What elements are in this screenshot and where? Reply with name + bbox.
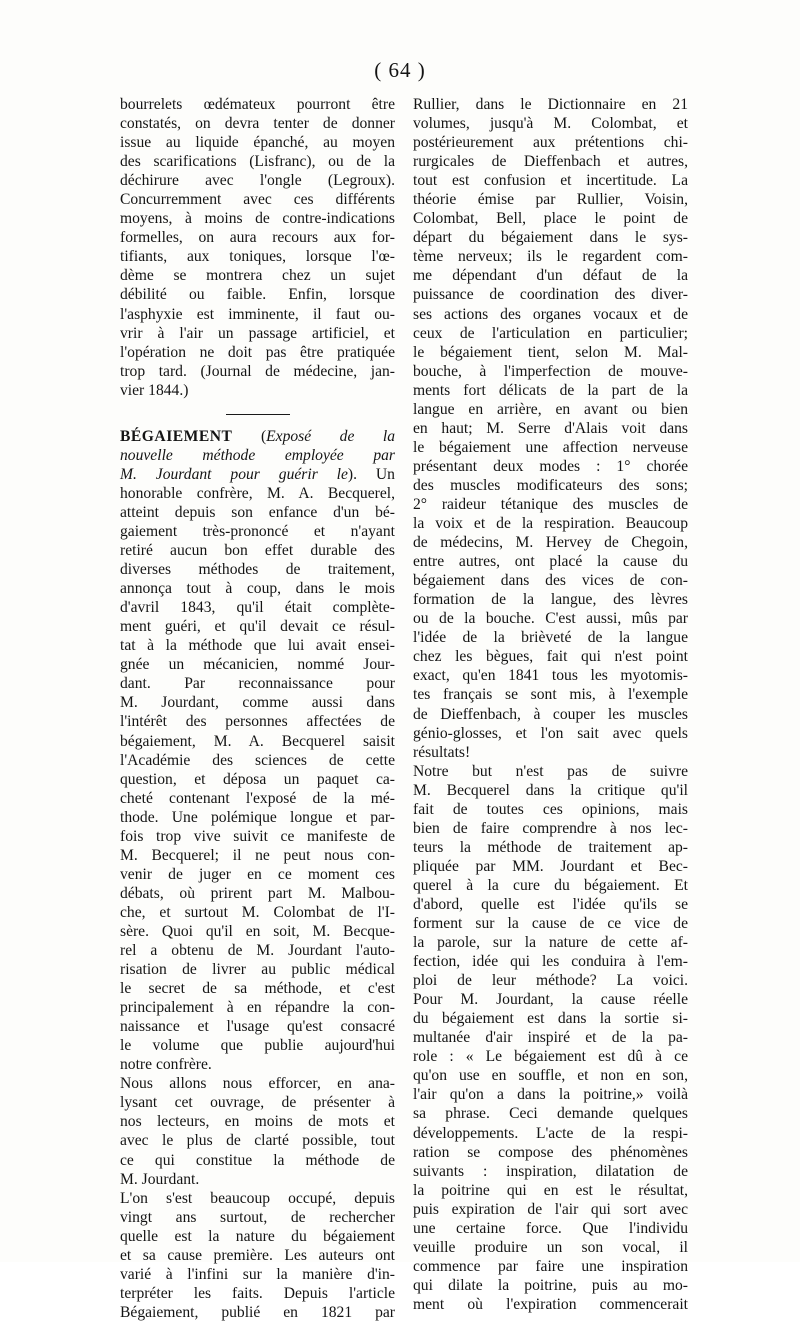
- text-line: notre confrère.: [120, 1056, 212, 1074]
- text-line: naissance et l'usage qu'est consacré: [120, 1018, 395, 1036]
- text-line: puissance de coordination des diver-: [413, 286, 688, 304]
- text-line: de médecins, M. Hervey de Chegoin,: [413, 534, 688, 552]
- text-line: fois trop vive suivit ce manifeste de: [120, 827, 395, 845]
- text-line: risation de livrer au public médical: [120, 961, 395, 979]
- paragraph-block-begaiement: [120, 484, 395, 1322]
- text-line: rel a obtenu de M. Jourdant l'auto-: [120, 942, 395, 960]
- text-line: bégaiement dans des vices de con-: [413, 572, 688, 590]
- text-line: che, et surtout M. Colombat de l'I-: [120, 903, 395, 921]
- text-line: Rullier, dans le Dictionnaire en 21: [413, 96, 688, 113]
- text-line: formelles, on aura recours aux for-: [120, 229, 395, 247]
- text-line: tifiants, aux toniques, lorsque l'œ-: [120, 248, 395, 266]
- text-line: le volume que publie aujourd'hui: [120, 1037, 395, 1055]
- heading-italic: M. Jourdant pour guérir le: [120, 465, 348, 483]
- text-line: chez les bègues, fait qui n'est point: [413, 648, 688, 666]
- text-line: annonça tout à coup, dans le mois: [120, 580, 395, 598]
- right-column: [413, 95, 688, 1314]
- text-line: théorie émise par Rullier, Voisin,: [413, 191, 688, 209]
- text-line: le secret de sa méthode, et c'est: [120, 980, 395, 998]
- text-line: vrir à l'air un passage artificiel, et: [120, 324, 395, 342]
- text-line: avec le plus de clarté possible, tout: [120, 1132, 395, 1150]
- text-line: constatés, on devra tenter de donner: [120, 115, 395, 133]
- text-line: des scarifications (Lisfranc), ou de la: [120, 153, 395, 171]
- heading-line: nouvelle méthode employée par: [120, 446, 395, 464]
- text-line: de Dieffenbach, à couper les muscles: [413, 705, 688, 723]
- text-line: tat à la méthode que lui avait ensei-: [120, 637, 395, 655]
- text-line: suivants : inspiration, dilatation de: [413, 1162, 688, 1180]
- text-line: l'opération ne doit pas être pratiquée: [120, 343, 395, 361]
- text-line: diverses méthodes de traitement,: [120, 561, 395, 579]
- section-divider: [226, 414, 290, 415]
- heading-smallcaps: BÉGAIEMENT: [120, 427, 233, 445]
- text-line: 2° raideur tétanique des muscles de: [413, 495, 688, 513]
- text-line: formation de la langue, des lèvres: [413, 591, 688, 609]
- text-line: en haut; M. Serre d'Alais voit dans: [413, 419, 688, 437]
- text-line: me dépendant d'un défaut de la: [413, 267, 688, 285]
- text-line: commence par faire une inspiration: [413, 1257, 688, 1275]
- text-line: tout est confusion et incertitude. La: [413, 172, 688, 190]
- heading-line: BÉGAIEMENT (Exposé de la: [120, 427, 395, 445]
- text-line: du bégaiement est dans la sortie si-: [413, 1010, 688, 1028]
- text-line: thode. Une polémique longue et par-: [120, 808, 395, 826]
- text-line: sa phrase. Ceci demande quelques: [413, 1105, 688, 1123]
- text-line: bourrelets œdémateux pourront être: [120, 96, 395, 113]
- text-line: départ du bégaiement dans le sys-: [413, 229, 688, 247]
- heading-line: M. Jourdant pour guérir le). Un: [120, 465, 395, 483]
- text-line: principalement à en répandre la con-: [120, 999, 395, 1017]
- text-line: lysant cet ouvrage, de présenter à: [120, 1094, 395, 1112]
- text-line: gnée un mécanicien, nommé Jour-: [120, 656, 395, 674]
- text-line: venir de juger en ce moment ces: [120, 865, 395, 883]
- text-line: vingt ans surtout, de rechercher: [120, 1208, 395, 1226]
- text-line: et sa cause première. Les auteurs ont: [120, 1246, 395, 1264]
- left-column: [120, 95, 395, 1322]
- text-line: ceux de l'articulation en particulier;: [413, 324, 688, 342]
- text-line: l'asphyxie est imminente, il faut ou-: [120, 305, 395, 323]
- text-line: Concurremment avec ces différents: [120, 191, 395, 209]
- text-line: multanée d'air inspiré et de la pa-: [413, 1029, 688, 1047]
- text-line: langue en arrière, en avant ou bien: [413, 400, 688, 418]
- text-line: bien de faire comprendre à nos lec-: [413, 819, 688, 837]
- text-line: cheté contenant l'exposé de la mé-: [120, 789, 395, 807]
- text-line: M. Becquerel dans la critique qu'il: [413, 781, 688, 799]
- text-line: débilité ou faible. Enfin, lorsque: [120, 286, 395, 304]
- text-line: trop tard. (Journal de médecine, jan-: [120, 362, 395, 380]
- text-line: d'abord, quelle est l'idée qu'ils se: [413, 895, 688, 913]
- text-line: varié à l'infini sur la manière d'in-: [120, 1265, 395, 1283]
- page-number: ( 64 ): [374, 58, 426, 82]
- text-line: ou de la bouche. C'est aussi, mûs par: [413, 610, 688, 628]
- text-line: nos lecteurs, en moins de mots et: [120, 1113, 395, 1131]
- text-line: sère. Quoi qu'il en soit, M. Becque-: [120, 922, 395, 940]
- text-line: forment sur la cause de ce vice de: [413, 915, 688, 933]
- text-line: génio-glosses, et l'on sait avec quels: [413, 724, 688, 742]
- text-line: veuille produire un son vocal, il: [413, 1238, 688, 1256]
- text-line: la voix et de la respiration. Beaucoup: [413, 515, 688, 533]
- text-line: ment où l'expiration commencerait: [413, 1295, 688, 1313]
- text-line: dant. Par reconnaissance pour: [120, 675, 395, 693]
- text-line: Notre but n'est pas de suivre: [413, 762, 688, 780]
- text-line: présentant deux modes : 1° chorée: [413, 457, 688, 475]
- text-line: ration se compose des phénomènes: [413, 1143, 688, 1161]
- text-line: l'Académie des sciences de cette: [120, 751, 395, 769]
- text-line: M. Jourdant.: [120, 1170, 200, 1188]
- text-line: ses actions des organes vocaux et de: [413, 305, 688, 323]
- text-line: moyens, à moins de contre-indications: [120, 210, 395, 228]
- text-line: postérieurement aux prétentions chi-: [413, 134, 688, 152]
- text-line: pliquée par MM. Jourdant et Bec-: [413, 857, 688, 875]
- text-line: retiré aucun bon effet durable des: [120, 542, 395, 560]
- paragraph-block-oedeme: [120, 95, 395, 400]
- text-line: une certaine force. Que l'individu: [413, 1219, 688, 1237]
- text-line: gaiement très-prononcé et n'ayant: [120, 522, 395, 540]
- text-line: développements. L'acte de la respi-: [413, 1124, 688, 1142]
- text-line: fait de toutes ces opinions, mais: [413, 800, 688, 818]
- text-line: qui dilate la poitrine, puis au mo-: [413, 1276, 688, 1294]
- section-heading-begaiement: [120, 427, 395, 484]
- text-line: bouche, à l'imperfection de mouve-: [413, 362, 688, 380]
- text-line: tème nerveux; ils le regardent com-: [413, 248, 688, 266]
- text-line: entre autres, ont placé la cause du: [413, 553, 688, 571]
- text-line: quelle est la nature du bégaiement: [120, 1227, 395, 1245]
- text-line: teurs la méthode de traitement ap-: [413, 838, 688, 856]
- text-line: d'avril 1843, qu'il était complète-: [120, 599, 395, 617]
- text-line: résultats!: [413, 743, 471, 761]
- text-line: terpréter les faits. Depuis l'article: [120, 1284, 395, 1302]
- text-line: bégaiement, M. A. Becquerel saisit: [120, 732, 395, 750]
- text-line: le bégaiement une affection nerveuse: [413, 438, 688, 456]
- text-line: le bégaiement tient, selon M. Mal-: [413, 343, 688, 361]
- text-line: issue au liquide épanché, au moyen: [120, 134, 395, 152]
- text-line: la parole, sur la nature de cette af-: [413, 934, 688, 952]
- text-line: M. Becquerel; il ne peut nous con-: [120, 846, 395, 864]
- text-line: querel à la cure du bégaiement. Et: [413, 876, 688, 894]
- text-line: déchirure avec l'ongle (Legroux).: [120, 172, 395, 190]
- text-line: volumes, jusqu'à M. Colombat, et: [413, 115, 688, 133]
- text-line: question, et déposa un paquet ca-: [120, 770, 395, 788]
- text-line: ment guéri, et qu'il devait ce résul-: [120, 618, 395, 636]
- text-line: Pour M. Jourdant, la cause réelle: [413, 991, 688, 1009]
- text-line: rurgicales de Dieffenbach et autres,: [413, 153, 688, 171]
- text-line: vier 1844.): [120, 381, 189, 399]
- text-line: M. Jourdant, comme aussi dans: [120, 694, 395, 712]
- text-line: exact, qu'en 1841 tous les myotomis-: [413, 667, 688, 685]
- text-line: puis expiration de l'air qui sort avec: [413, 1200, 688, 1218]
- text-line: L'on s'est beaucoup occupé, depuis: [120, 1189, 395, 1207]
- heading-italic: Exposé de la: [266, 427, 395, 445]
- text-line: l'intérêt des personnes affectées de: [120, 713, 395, 731]
- text-line: qu'on use en souffle, et non en son,: [413, 1067, 688, 1085]
- text-line: dème se montrera chez un sujet: [120, 267, 395, 285]
- text-line: Colombat, Bell, place le point de: [413, 210, 688, 228]
- text-line: débats, où prirent part M. Malbou-: [120, 884, 395, 902]
- text-line: ments fort délicats de la part de la: [413, 381, 688, 399]
- text-line: l'idée de la brièveté de la langue: [413, 629, 688, 647]
- text-line: la poitrine qui en est le résultat,: [413, 1181, 688, 1199]
- text-line: fection, idée qui les conduira à l'em-: [413, 953, 688, 971]
- text-line: role : « Le bégaiement est dû à ce: [413, 1048, 688, 1066]
- text-line: Bégaiement, publié en 1821 par: [120, 1303, 395, 1321]
- paragraph-block-right: [413, 95, 688, 1314]
- text-line: tes français se sont mis, à l'exemple: [413, 686, 688, 704]
- text-line: atteint depuis son enfance d'un bé-: [120, 503, 395, 521]
- text-line: des muscles modificateurs des sons;: [413, 476, 688, 494]
- text-line: l'air qu'on a dans la poitrine,» voilà: [413, 1086, 688, 1104]
- text-line: ploi de leur méthode? La voici.: [413, 972, 688, 990]
- text-line: honorable confrère, M. A. Becquerel,: [120, 484, 395, 502]
- text-line: ce qui constitue la méthode de: [120, 1151, 395, 1169]
- text-line: Nous allons nous efforcer, en ana-: [120, 1075, 395, 1093]
